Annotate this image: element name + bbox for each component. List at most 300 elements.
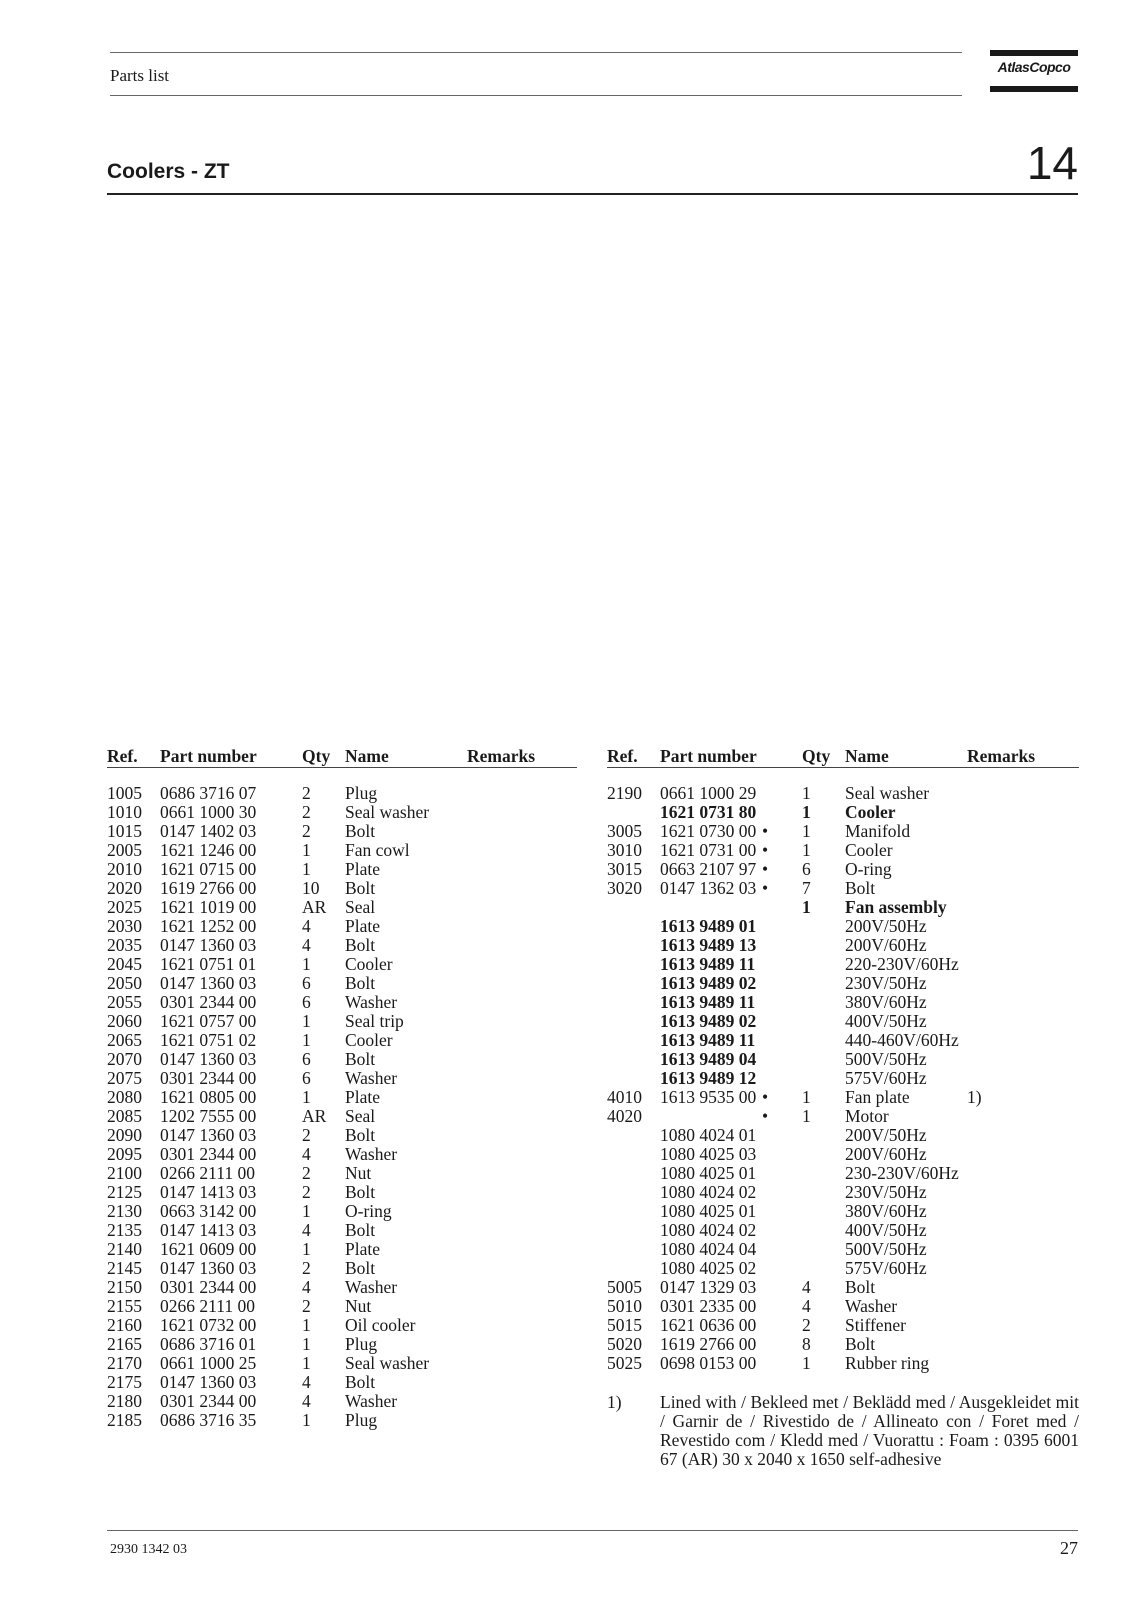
cell-ref: 2130 xyxy=(107,1201,142,1221)
cell-name: Plate xyxy=(345,1239,380,1259)
cell-name: Plate xyxy=(345,859,380,879)
table-row xyxy=(607,936,1079,955)
cell-ref: 2190 xyxy=(607,783,642,803)
cell-part-number: 1621 1252 00 xyxy=(160,916,257,936)
cell-part-number: 1202 7555 00 xyxy=(160,1106,257,1126)
cell-name: 200V/60Hz xyxy=(845,1144,927,1164)
cell-name: Rubber ring xyxy=(845,1353,930,1373)
cell-name: Bolt xyxy=(345,1182,376,1202)
cell-name: Seal xyxy=(345,1106,376,1126)
footer-rule xyxy=(107,1530,1078,1531)
table-row xyxy=(607,898,1079,917)
cell-bullet: • xyxy=(762,840,769,860)
section-number: 14 xyxy=(1026,137,1078,189)
cell-ref: 2125 xyxy=(107,1182,142,1202)
cell-ref: 2145 xyxy=(107,1258,142,1278)
cell-name: 500V/50Hz xyxy=(845,1239,927,1259)
table-row xyxy=(607,841,1079,860)
cell-qty: 8 xyxy=(802,1334,811,1354)
cell-qty: 1 xyxy=(302,1239,311,1259)
cell-name: Cooler xyxy=(345,1030,393,1050)
cell-name: 400V/50Hz xyxy=(845,1011,927,1031)
cell-name: O-ring xyxy=(345,1201,392,1221)
cell-qty: 1 xyxy=(302,1011,311,1031)
cell-name: Fan assembly xyxy=(845,897,947,917)
cell-ref: 2185 xyxy=(107,1410,142,1430)
cell-bullet: • xyxy=(762,1087,769,1107)
cell-part-number: 1613 9489 02 xyxy=(660,973,757,993)
cell-part-number: 1621 0732 00 xyxy=(160,1315,257,1335)
cell-part-number: 1621 0751 02 xyxy=(160,1030,257,1050)
cell-part-number: 1080 4025 01 xyxy=(660,1163,757,1183)
table-row xyxy=(107,1221,577,1240)
footer-page-number: 27 xyxy=(1060,1538,1078,1558)
table-row xyxy=(107,974,577,993)
cell-name: 230V/50Hz xyxy=(845,1182,927,1202)
cell-name: Bolt xyxy=(345,1372,376,1392)
cell-part-number: 1621 0751 01 xyxy=(160,954,257,974)
table-row xyxy=(107,1240,577,1259)
cell-part-number: 0147 1402 03 xyxy=(160,821,257,841)
table-row xyxy=(107,936,577,955)
cell-name: 440-460V/60Hz xyxy=(845,1030,959,1050)
cell-qty: 2 xyxy=(302,1163,311,1183)
header-label: Parts list xyxy=(110,66,170,85)
logo-text: AtlasCopco xyxy=(997,59,1071,75)
table-row xyxy=(607,993,1079,1012)
cell-name: O-ring xyxy=(845,859,892,879)
table-header-left xyxy=(107,745,577,768)
cell-name: Bolt xyxy=(345,1125,376,1145)
cell-qty: 7 xyxy=(802,878,811,898)
cell-qty: 1 xyxy=(302,1334,311,1354)
table-row xyxy=(107,860,577,879)
cell-name: Plate xyxy=(345,916,380,936)
cell-part-number: 1621 0731 80 xyxy=(660,802,757,822)
cell-name: 400V/50Hz xyxy=(845,1220,927,1240)
table-row xyxy=(607,1126,1079,1145)
cell-part-number: 1080 4024 02 xyxy=(660,1182,757,1202)
table-row xyxy=(107,955,577,974)
table-row xyxy=(607,974,1079,993)
cell-qty: 1 xyxy=(802,897,811,917)
cell-remarks: 1) xyxy=(967,1087,982,1107)
cell-ref: 2175 xyxy=(107,1372,142,1392)
cell-qty: 2 xyxy=(302,1258,311,1278)
cell-qty: 2 xyxy=(302,1182,311,1202)
cell-name: Motor xyxy=(845,1106,889,1126)
table-row xyxy=(107,1316,577,1335)
table-row xyxy=(607,1278,1079,1297)
cell-ref: 5005 xyxy=(607,1277,642,1297)
cell-qty: 1 xyxy=(802,1106,811,1126)
table-row xyxy=(607,1031,1079,1050)
cell-qty: 2 xyxy=(302,1296,311,1316)
cell-part-number: 0301 2344 00 xyxy=(160,1144,257,1164)
cell-part-number: 0301 2344 00 xyxy=(160,992,257,1012)
cell-part-number: 0147 1413 03 xyxy=(160,1220,257,1240)
cell-name: Bolt xyxy=(345,821,376,841)
parts-table-right xyxy=(607,745,1079,1373)
cell-name: 200V/60Hz xyxy=(845,935,927,955)
cell-part-number: 1621 0757 00 xyxy=(160,1011,257,1031)
cell-ref: 2005 xyxy=(107,840,142,860)
cell-ref: 2035 xyxy=(107,935,142,955)
table-row xyxy=(607,1050,1079,1069)
table-row xyxy=(107,822,577,841)
cell-ref: 2160 xyxy=(107,1315,142,1335)
cell-qty: 2 xyxy=(302,783,311,803)
cell-ref: 1010 xyxy=(107,802,142,822)
cell-bullet: • xyxy=(762,821,769,841)
cell-qty: AR xyxy=(302,897,327,917)
cell-part-number: 0663 2107 97 xyxy=(660,859,757,879)
cell-name: Bolt xyxy=(845,1334,876,1354)
cell-ref: 5020 xyxy=(607,1334,642,1354)
cell-qty: 2 xyxy=(302,1125,311,1145)
cell-ref: 2095 xyxy=(107,1144,142,1164)
cell-qty: 4 xyxy=(302,1277,311,1297)
cell-ref: 5010 xyxy=(607,1296,642,1316)
cell-name: Washer xyxy=(345,1144,398,1164)
header-qty: Qty xyxy=(302,746,331,766)
cell-part-number: 0661 1000 29 xyxy=(660,783,757,803)
cell-name: Fan cowl xyxy=(345,840,410,860)
cell-qty: 1 xyxy=(302,1410,311,1430)
cell-qty: 1 xyxy=(802,783,811,803)
table-row xyxy=(607,1221,1079,1240)
table-row xyxy=(607,1183,1079,1202)
header-name: Name xyxy=(845,746,889,766)
cell-part-number: 1613 9489 04 xyxy=(660,1049,757,1069)
cell-name: Manifold xyxy=(845,821,911,841)
cell-qty: 6 xyxy=(302,1049,311,1069)
cell-part-number: 1080 4025 03 xyxy=(660,1144,757,1164)
cell-name: Seal washer xyxy=(345,1353,430,1373)
cell-name: Plate xyxy=(345,1087,380,1107)
cell-ref: 3015 xyxy=(607,859,642,879)
cell-qty: 4 xyxy=(302,1220,311,1240)
cell-name: Plug xyxy=(345,1410,378,1430)
table-row xyxy=(607,1297,1079,1316)
cell-part-number: 0147 1360 03 xyxy=(160,1258,257,1278)
cell-qty: 6 xyxy=(302,1068,311,1088)
cell-qty: 1 xyxy=(302,1201,311,1221)
cell-part-number: 1080 4024 02 xyxy=(660,1220,757,1240)
cell-name: Stiffener xyxy=(845,1315,906,1335)
table-row xyxy=(107,993,577,1012)
cell-name: 575V/60Hz xyxy=(845,1258,927,1278)
table-row xyxy=(107,1107,577,1126)
table-row xyxy=(107,803,577,822)
header-bottom-rule xyxy=(110,95,962,96)
cell-ref: 2150 xyxy=(107,1277,142,1297)
cell-part-number: 1613 9489 11 xyxy=(660,954,756,974)
table-row xyxy=(107,1031,577,1050)
cell-part-number: 0301 2344 00 xyxy=(160,1391,257,1411)
table-row xyxy=(607,860,1079,879)
table-row xyxy=(107,898,577,917)
cell-name: Washer xyxy=(345,1277,398,1297)
cell-ref: 2070 xyxy=(107,1049,142,1069)
header-remarks: Remarks xyxy=(967,746,1036,766)
table-row xyxy=(107,1392,577,1411)
cell-ref: 2140 xyxy=(107,1239,142,1259)
cell-name: Oil cooler xyxy=(345,1315,416,1335)
cell-part-number: 1621 0730 00 xyxy=(660,821,757,841)
cell-ref: 3020 xyxy=(607,878,642,898)
cell-ref: 2025 xyxy=(107,897,142,917)
cell-name: 380V/60Hz xyxy=(845,992,927,1012)
table-row xyxy=(107,1069,577,1088)
cell-part-number: 1613 9489 12 xyxy=(660,1068,757,1088)
table-row xyxy=(607,822,1079,841)
cell-part-number: 1621 0636 00 xyxy=(660,1315,757,1335)
table-row xyxy=(607,1240,1079,1259)
cell-ref: 2100 xyxy=(107,1163,142,1183)
cell-ref: 2020 xyxy=(107,878,142,898)
cell-name: Plug xyxy=(345,1334,378,1354)
cell-part-number: 0147 1360 03 xyxy=(160,1049,257,1069)
table-row xyxy=(107,1411,577,1430)
footnote-text: Lined with / Bekleed met / Beklädd med / Ausgekleidet mit / Garnir de / Rivestido de / Allineato con / Foret med / Revestido com / Kledd med / Vuorattu : Foam : 0395 6001 67 (AR) 30 x 2040 x 1650 self-adhesive xyxy=(660,1392,1079,1469)
parts-table-left xyxy=(107,745,577,1430)
cell-part-number: 1080 4025 01 xyxy=(660,1201,757,1221)
header-top-rule xyxy=(110,52,962,53)
cell-qty: 1 xyxy=(302,954,311,974)
cell-name: Plug xyxy=(345,783,378,803)
cell-part-number: 1613 9489 11 xyxy=(660,1030,756,1050)
cell-part-number: 0147 1360 03 xyxy=(160,973,257,993)
cell-name: Seal washer xyxy=(345,802,430,822)
cell-ref: 2155 xyxy=(107,1296,142,1316)
cell-ref: 1015 xyxy=(107,821,142,841)
table-row xyxy=(107,841,577,860)
cell-name: Washer xyxy=(345,992,398,1012)
table-row xyxy=(607,1012,1079,1031)
cell-part-number: 0147 1413 03 xyxy=(160,1182,257,1202)
cell-part-number: 0698 0153 00 xyxy=(660,1353,757,1373)
cell-part-number: 0147 1360 03 xyxy=(160,1125,257,1145)
cell-part-number: 0147 1360 03 xyxy=(160,935,257,955)
table-row xyxy=(107,1088,577,1107)
cell-ref: 4010 xyxy=(607,1087,642,1107)
table-row xyxy=(107,1202,577,1221)
cell-part-number: 1613 9535 00 xyxy=(660,1087,757,1107)
header-part-number: Part number xyxy=(160,746,257,766)
cell-qty: 1 xyxy=(302,1087,311,1107)
cell-part-number: 0147 1362 03 xyxy=(660,878,757,898)
section-title: Coolers - ZT xyxy=(107,160,230,183)
cell-ref: 2085 xyxy=(107,1106,142,1126)
cell-part-number: 1619 2766 00 xyxy=(160,878,257,898)
table-row xyxy=(107,1297,577,1316)
cell-qty: 4 xyxy=(302,1391,311,1411)
cell-part-number: 0147 1360 03 xyxy=(160,1372,257,1392)
cell-qty: 1 xyxy=(302,1030,311,1050)
cell-name: Bolt xyxy=(845,1277,876,1297)
cell-name: Bolt xyxy=(345,935,376,955)
table-row xyxy=(107,1259,577,1278)
cell-ref: 2080 xyxy=(107,1087,142,1107)
cell-qty: AR xyxy=(302,1106,327,1126)
cell-ref: 2170 xyxy=(107,1353,142,1373)
table-row xyxy=(607,784,1079,803)
cell-qty: 4 xyxy=(302,1144,311,1164)
cell-ref: 5015 xyxy=(607,1315,642,1335)
cell-name: Cooler xyxy=(345,954,393,974)
cell-qty: 1 xyxy=(802,1353,811,1373)
table-row xyxy=(107,1278,577,1297)
cell-part-number: 1621 1019 00 xyxy=(160,897,257,917)
cell-qty: 1 xyxy=(802,802,811,822)
table-row xyxy=(107,1145,577,1164)
table-row xyxy=(107,1012,577,1031)
cell-ref: 2165 xyxy=(107,1334,142,1354)
table-row xyxy=(607,1088,1079,1107)
table-row xyxy=(607,879,1079,898)
table-row xyxy=(107,1373,577,1392)
cell-part-number: 1621 0731 00 xyxy=(660,840,757,860)
header-qty: Qty xyxy=(802,746,831,766)
cell-qty: 6 xyxy=(302,973,311,993)
table-row xyxy=(607,1164,1079,1183)
table-row xyxy=(607,1069,1079,1088)
cell-part-number: 0663 3142 00 xyxy=(160,1201,257,1221)
cell-ref: 4020 xyxy=(607,1106,642,1126)
cell-part-number: 0266 2111 00 xyxy=(160,1296,255,1316)
section-rule xyxy=(107,193,1078,195)
header-name: Name xyxy=(345,746,389,766)
header-remarks: Remarks xyxy=(467,746,536,766)
cell-ref: 2060 xyxy=(107,1011,142,1031)
cell-ref: 5025 xyxy=(607,1353,642,1373)
cell-ref: 2010 xyxy=(107,859,142,879)
cell-part-number: 0147 1329 03 xyxy=(660,1277,757,1297)
cell-name: Nut xyxy=(345,1163,372,1183)
footer-doc-number: 2930 1342 03 xyxy=(110,1542,187,1557)
cell-part-number: 1621 0805 00 xyxy=(160,1087,257,1107)
table-row xyxy=(607,917,1079,936)
header-ref: Ref. xyxy=(107,746,138,766)
table-row xyxy=(607,803,1079,822)
cell-ref: 3005 xyxy=(607,821,642,841)
cell-ref: 2045 xyxy=(107,954,142,974)
cell-part-number: 0661 1000 25 xyxy=(160,1353,257,1373)
cell-ref: 2090 xyxy=(107,1125,142,1145)
cell-name: 380V/60Hz xyxy=(845,1201,927,1221)
table-row xyxy=(607,1107,1079,1126)
cell-part-number: 1621 1246 00 xyxy=(160,840,257,860)
table-row xyxy=(107,1050,577,1069)
table-row xyxy=(607,955,1079,974)
cell-bullet: • xyxy=(762,859,769,879)
cell-name: 230V/50Hz xyxy=(845,973,927,993)
table-row xyxy=(107,879,577,898)
cell-part-number: 0301 2335 00 xyxy=(660,1296,757,1316)
header-part-number: Part number xyxy=(660,746,757,766)
atlas-copco-logo xyxy=(990,50,1078,94)
cell-name: Bolt xyxy=(345,1220,376,1240)
cell-qty: 4 xyxy=(802,1296,811,1316)
table-row xyxy=(607,1316,1079,1335)
cell-qty: 6 xyxy=(802,859,811,879)
cell-ref: 1005 xyxy=(107,783,142,803)
cell-qty: 4 xyxy=(302,1372,311,1392)
table-header-right xyxy=(607,745,1079,768)
cell-part-number: 1621 0609 00 xyxy=(160,1239,257,1259)
cell-name: Bolt xyxy=(345,878,376,898)
cell-qty: 1 xyxy=(802,840,811,860)
cell-qty: 2 xyxy=(302,821,311,841)
table-row xyxy=(107,1126,577,1145)
header-ref: Ref. xyxy=(607,746,638,766)
cell-qty: 1 xyxy=(302,859,311,879)
table-row xyxy=(107,784,577,803)
table-row xyxy=(107,1183,577,1202)
cell-part-number: 1613 9489 11 xyxy=(660,992,756,1012)
cell-part-number: 0301 2344 00 xyxy=(160,1068,257,1088)
cell-name: Seal washer xyxy=(845,783,930,803)
cell-name: 220-230V/60Hz xyxy=(845,954,959,974)
cell-ref: 3010 xyxy=(607,840,642,860)
cell-part-number: 1080 4025 02 xyxy=(660,1258,757,1278)
cell-name: 575V/60Hz xyxy=(845,1068,927,1088)
cell-part-number: 0266 2111 00 xyxy=(160,1163,255,1183)
cell-bullet: • xyxy=(762,878,769,898)
cell-name: Washer xyxy=(345,1068,398,1088)
cell-name: 500V/50Hz xyxy=(845,1049,927,1069)
cell-name: Washer xyxy=(345,1391,398,1411)
cell-ref: 2075 xyxy=(107,1068,142,1088)
cell-part-number: 0661 1000 30 xyxy=(160,802,257,822)
cell-part-number: 1080 4024 01 xyxy=(660,1125,757,1145)
cell-part-number: 1619 2766 00 xyxy=(660,1334,757,1354)
cell-qty: 1 xyxy=(802,821,811,841)
cell-part-number: 1621 0715 00 xyxy=(160,859,257,879)
cell-qty: 2 xyxy=(302,802,311,822)
cell-name: Fan plate xyxy=(845,1087,910,1107)
cell-part-number: 1080 4024 04 xyxy=(660,1239,757,1259)
cell-name: Bolt xyxy=(845,878,876,898)
cell-part-number: 1613 9489 13 xyxy=(660,935,757,955)
cell-name: Washer xyxy=(845,1296,898,1316)
cell-name: Bolt xyxy=(345,1049,376,1069)
cell-qty: 1 xyxy=(302,840,311,860)
cell-qty: 4 xyxy=(802,1277,811,1297)
cell-ref: 2135 xyxy=(107,1220,142,1240)
table-row xyxy=(107,917,577,936)
cell-part-number: 1613 9489 02 xyxy=(660,1011,757,1031)
cell-ref: 2065 xyxy=(107,1030,142,1050)
cell-name: Cooler xyxy=(845,840,893,860)
cell-qty: 1 xyxy=(802,1087,811,1107)
table-row xyxy=(607,1259,1079,1278)
cell-part-number: 0686 3716 35 xyxy=(160,1410,257,1430)
cell-qty: 1 xyxy=(302,1353,311,1373)
table-row xyxy=(107,1335,577,1354)
cell-part-number: 0686 3716 07 xyxy=(160,783,257,803)
cell-ref: 2050 xyxy=(107,973,142,993)
cell-qty: 4 xyxy=(302,916,311,936)
cell-part-number: 0301 2344 00 xyxy=(160,1277,257,1297)
cell-name: 200V/50Hz xyxy=(845,1125,927,1145)
cell-name: Bolt xyxy=(345,1258,376,1278)
cell-name: Bolt xyxy=(345,973,376,993)
cell-name: Seal trip xyxy=(345,1011,404,1031)
cell-name: Nut xyxy=(345,1296,372,1316)
cell-qty: 10 xyxy=(302,878,320,898)
